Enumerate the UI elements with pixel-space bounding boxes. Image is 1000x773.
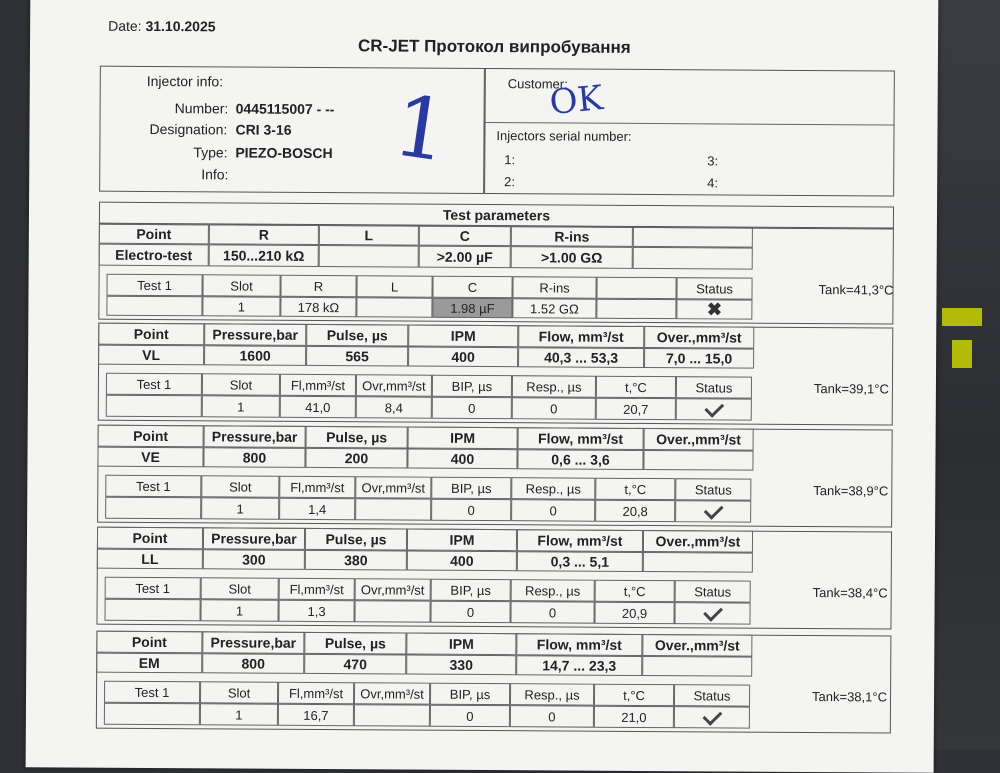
electro-header-cell: Point bbox=[99, 224, 209, 245]
check-icon bbox=[703, 500, 723, 520]
electro-test-value-cell bbox=[596, 299, 676, 319]
point-value-cell: 330 bbox=[406, 655, 516, 676]
point-value-cell: LL bbox=[97, 549, 203, 570]
point-header-cell: Pulse, µs bbox=[305, 528, 407, 551]
serial-4: 4: bbox=[707, 175, 719, 191]
electro-test-value-cell bbox=[106, 296, 202, 317]
test-value-cell: 41,0 bbox=[280, 396, 356, 418]
point-header-cell: IPM bbox=[408, 427, 518, 450]
point-value-cell: 380 bbox=[305, 550, 407, 571]
point-header-cell: Pulse, µs bbox=[306, 324, 408, 347]
test-header-cell: t,°C bbox=[594, 684, 674, 706]
electro-header-cell bbox=[633, 227, 753, 248]
status-ok-cell bbox=[674, 706, 750, 728]
point-value-cell: 470 bbox=[304, 654, 406, 675]
point-header-cell: Pulse, µs bbox=[304, 632, 406, 655]
point-value-cell bbox=[643, 552, 753, 573]
test-header-cell: Ovr,mm³/st bbox=[355, 578, 431, 600]
designation-label: Designation: bbox=[149, 120, 228, 138]
test-value-cell bbox=[355, 498, 431, 520]
test-value-cell bbox=[104, 599, 200, 622]
point-value-cell bbox=[642, 656, 752, 677]
status-fail-icon bbox=[676, 299, 752, 319]
point-value-cell: 7,0 ... 15,0 bbox=[644, 348, 754, 369]
type-value: PIEZO-BOSCH bbox=[235, 144, 333, 162]
point-header-cell: Flow, mm³/st bbox=[518, 427, 644, 450]
test-header-cell: Slot bbox=[201, 577, 279, 599]
test-header-cell: t,°C bbox=[595, 478, 675, 500]
point-header-cell: Flow, mm³/st bbox=[516, 633, 642, 656]
point-header-cell: Pulse, µs bbox=[306, 426, 408, 449]
test-header-cell: Ovr,mm³/st bbox=[355, 476, 431, 498]
point-value-cell: 300 bbox=[203, 549, 305, 570]
check-icon bbox=[704, 398, 724, 418]
point-header-cell: Pressure,bar bbox=[204, 323, 306, 346]
point-value-cell: 400 bbox=[407, 449, 517, 470]
status-ok-cell bbox=[675, 500, 751, 522]
point-value-cell: 0,6 ... 3,6 bbox=[517, 449, 643, 470]
test-header-cell: Fl,mm³/st bbox=[278, 682, 354, 704]
test-value-cell: 1,3 bbox=[278, 600, 354, 622]
point-header-cell: Flow, mm³/st bbox=[517, 529, 643, 552]
electro-test-header-cell bbox=[596, 277, 676, 299]
test-value-cell: 0 bbox=[511, 499, 595, 522]
background-stripe bbox=[952, 340, 972, 368]
protocol-sheet bbox=[26, 0, 939, 773]
background-surface bbox=[930, 0, 1000, 750]
electro-test-header-cell: R bbox=[280, 275, 356, 297]
point-header-cell: IPM bbox=[406, 633, 516, 656]
point-header-cell: Pressure,bar bbox=[203, 527, 305, 550]
test-value-cell: 8,4 bbox=[356, 396, 432, 418]
electro-header-cell: R-ins bbox=[511, 226, 633, 247]
point-value-cell: 1600 bbox=[204, 345, 306, 366]
test-header-cell: Slot bbox=[202, 373, 280, 395]
electro-test-value-cell: 1.52 GΩ bbox=[512, 298, 596, 319]
test-header-cell: Fl,mm³/st bbox=[279, 476, 355, 498]
status-ok-cell bbox=[676, 398, 752, 420]
test-header-cell: Slot bbox=[201, 475, 279, 497]
point-header-cell: Over.,mm³/st bbox=[643, 530, 753, 553]
test-header-cell: Fl,mm³/st bbox=[280, 374, 356, 396]
test-value-cell: 0 bbox=[430, 601, 510, 623]
electro-test-header-cell: L bbox=[356, 275, 432, 297]
point-value-cell: 40,3 ... 53,3 bbox=[518, 347, 644, 368]
test-value-cell: 21,0 bbox=[594, 706, 674, 728]
test-value-cell: 1 bbox=[200, 599, 278, 621]
type-label: Type: bbox=[193, 144, 228, 161]
electro-test-header-cell: Slot bbox=[202, 274, 280, 296]
date-label: Date: bbox=[108, 17, 142, 34]
number-label: Number: bbox=[174, 100, 229, 117]
customer-label: Customer: bbox=[507, 76, 568, 92]
check-icon bbox=[702, 706, 722, 726]
point-value-cell: 200 bbox=[305, 448, 407, 469]
test-value-cell: 0 bbox=[432, 397, 512, 419]
test-header-cell: Ovr,mm³/st bbox=[354, 682, 430, 704]
page-title: CR-JET Протокол випробування bbox=[357, 36, 631, 57]
test-header-cell: t,°C bbox=[596, 376, 676, 398]
test-header-cell: Status bbox=[674, 684, 750, 706]
test-header-cell: Resp., µs bbox=[510, 683, 594, 706]
point-header-cell: Point bbox=[96, 631, 202, 654]
point-value-cell: VL bbox=[98, 345, 204, 366]
test-value-cell: 0 bbox=[510, 705, 594, 728]
electro-header-cell: L bbox=[319, 225, 419, 246]
check-icon bbox=[703, 602, 723, 622]
tank-temperature: Tank=38,9°C bbox=[813, 483, 889, 499]
test-header-cell: t,°C bbox=[595, 580, 675, 602]
electro-test-value-cell: 1.98 µF bbox=[432, 298, 512, 318]
test-value-cell: 20,7 bbox=[596, 398, 676, 420]
test-header-cell: Status bbox=[675, 580, 751, 602]
electro-test-header-cell: R-ins bbox=[512, 276, 596, 299]
test-header-cell: Status bbox=[675, 478, 751, 500]
point-header-cell: Point bbox=[98, 323, 204, 346]
tank-temperature: Tank=41,3°C bbox=[818, 282, 894, 298]
point-value-cell: 0,3 ... 5,1 bbox=[517, 551, 643, 572]
test-value-cell bbox=[105, 497, 201, 520]
point-header-cell: IPM bbox=[408, 325, 518, 348]
point-value-cell: 400 bbox=[407, 551, 517, 572]
point-header-cell: Over.,mm³/st bbox=[644, 326, 754, 349]
electro-value-cell: >2.00 µF bbox=[419, 246, 511, 269]
electro-test-value-cell: 1 bbox=[202, 296, 280, 316]
date-field bbox=[108, 18, 216, 35]
designation-value: CRI 3-16 bbox=[235, 121, 292, 138]
info-label: Info: bbox=[201, 166, 229, 183]
tank-temperature: Tank=38,1°C bbox=[811, 689, 888, 705]
point-value-cell: 14,7 ... 23,3 bbox=[516, 655, 642, 676]
injector-info-label: Injector info: bbox=[146, 72, 224, 90]
point-value-cell: 400 bbox=[408, 347, 518, 368]
test-header-cell: Status bbox=[676, 376, 752, 398]
serials-label: Injectors serial number: bbox=[496, 128, 632, 144]
test-header-cell: Resp., µs bbox=[512, 375, 596, 398]
test-value-cell: 1 bbox=[201, 497, 279, 519]
test-header-cell: Slot bbox=[200, 681, 278, 703]
test-value-cell: 0 bbox=[512, 397, 596, 420]
electro-test-header-cell: Status bbox=[676, 277, 752, 299]
electro-value-cell: 150...210 kΩ bbox=[209, 244, 319, 267]
electro-value-cell: >1.00 GΩ bbox=[511, 246, 633, 269]
test-value-cell bbox=[354, 704, 430, 726]
test-header-cell: Resp., µs bbox=[511, 579, 595, 602]
test-header-cell: BIP, µs bbox=[432, 375, 512, 397]
handwritten-customer: OK bbox=[547, 78, 605, 124]
point-value-cell: EM bbox=[96, 653, 202, 674]
point-header-cell: Point bbox=[97, 527, 203, 550]
number-value: 0445115007 - -- bbox=[235, 100, 335, 118]
point-header-cell: Flow, mm³/st bbox=[518, 325, 644, 348]
electro-value-cell: Electro-test bbox=[99, 244, 209, 267]
test-value-cell: 1 bbox=[200, 703, 278, 725]
test-value-cell bbox=[104, 703, 200, 726]
background-stripe bbox=[942, 308, 982, 326]
serial-3: 3: bbox=[707, 153, 719, 169]
point-header-cell: Over.,mm³/st bbox=[644, 428, 754, 451]
point-header-cell: Over.,mm³/st bbox=[642, 634, 752, 657]
test-value-cell: 16,7 bbox=[278, 704, 354, 726]
test-value-cell: 20,8 bbox=[595, 500, 675, 522]
test-header-cell: Ovr,mm³/st bbox=[356, 374, 432, 396]
electro-header-cell: R bbox=[209, 224, 319, 245]
status-ok-cell bbox=[674, 602, 750, 624]
point-value-cell bbox=[643, 450, 753, 471]
test-value-cell: 0 bbox=[430, 705, 510, 727]
test-header-cell: BIP, µs bbox=[431, 477, 511, 499]
point-value-cell: 565 bbox=[306, 346, 408, 367]
test-value-cell: 0 bbox=[510, 601, 594, 624]
point-value-cell: 800 bbox=[203, 447, 305, 468]
test-value-cell: 1 bbox=[202, 395, 280, 417]
serial-2: 2: bbox=[504, 174, 516, 190]
test-header-cell: Fl,mm³/st bbox=[279, 578, 355, 600]
test-header-cell: BIP, µs bbox=[431, 579, 511, 601]
tank-temperature: Tank=39,1°C bbox=[813, 381, 889, 397]
cross-icon: ✖ bbox=[706, 298, 723, 319]
test-header-cell: Test 1 bbox=[105, 475, 201, 498]
point-value-cell: VE bbox=[97, 447, 203, 468]
electro-test-value-cell bbox=[356, 297, 432, 317]
test-header-cell: BIP, µs bbox=[430, 683, 510, 705]
point-value-cell: 800 bbox=[202, 653, 304, 674]
test-header-cell: Resp., µs bbox=[511, 477, 595, 500]
electro-value-cell bbox=[319, 245, 419, 268]
point-header-cell: Pressure,bar bbox=[202, 631, 304, 654]
point-header-cell: IPM bbox=[407, 529, 517, 552]
test-value-cell bbox=[354, 600, 430, 622]
electro-header-cell: C bbox=[419, 226, 511, 247]
test-value-cell: 1,4 bbox=[279, 498, 355, 520]
test-header-cell: Test 1 bbox=[105, 577, 201, 600]
date-value: 31.10.2025 bbox=[145, 17, 216, 35]
point-header-cell: Pressure,bar bbox=[204, 425, 306, 448]
electro-test-value-cell: 178 kΩ bbox=[280, 297, 356, 317]
test-value-cell: 0 bbox=[431, 499, 511, 521]
electro-value-cell bbox=[633, 247, 753, 270]
serial-1: 1: bbox=[504, 152, 516, 168]
electro-test-header-cell: Test 1 bbox=[106, 274, 202, 297]
test-header-cell: Test 1 bbox=[104, 681, 200, 704]
test-value-cell bbox=[106, 395, 202, 418]
tank-temperature: Tank=38,4°C bbox=[812, 585, 888, 601]
point-header-cell: Point bbox=[98, 425, 204, 448]
test-header-cell: Test 1 bbox=[106, 373, 202, 396]
test-value-cell: 20,9 bbox=[594, 602, 674, 624]
handwritten-number: 1 bbox=[387, 76, 455, 181]
test-params-title-text: Test parameters bbox=[442, 206, 551, 224]
electro-test-header-cell: C bbox=[432, 276, 512, 298]
